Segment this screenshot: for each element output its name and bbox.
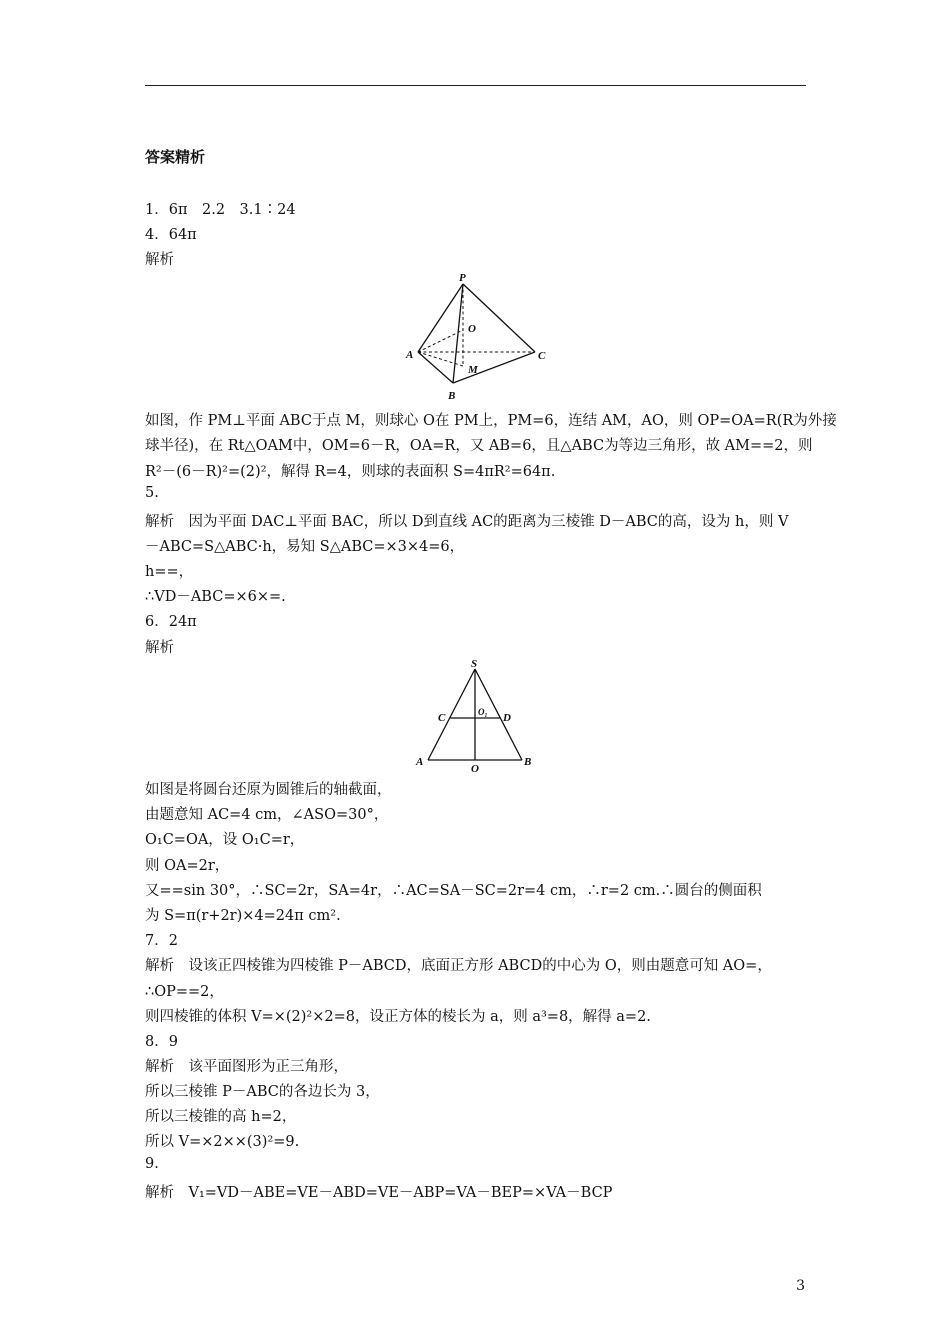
label-a: A <box>406 349 414 361</box>
text-line: 如图是将圆台还原为圆锥后的轴截面， <box>145 782 392 798</box>
text-line: 解析 <box>145 640 174 656</box>
text-line: ∴OP==2， <box>145 984 224 1000</box>
text-line: ∴VD－ABC=×6×=. <box>145 589 286 605</box>
pyramid-figure <box>400 270 555 404</box>
section-heading: 答案精析 <box>145 148 206 166</box>
label-o1: O₁ <box>478 707 488 717</box>
text-line: 所以三棱锥 P－ABC的各边长为 3， <box>145 1084 380 1100</box>
text-line: 为 S=π(r+2r)×4=24π cm². <box>145 908 341 924</box>
label-m: M <box>468 364 478 376</box>
label-d: D <box>503 712 511 724</box>
text-line: 由题意知 AC=4 cm，∠ASO=30°， <box>145 807 389 823</box>
label-c: C <box>438 712 446 724</box>
text-line: 6．24π <box>145 614 197 630</box>
text-line: 又==sin 30°，∴SC=2r，SA=4r，∴AC=SA－SC=2r=4 cm，∴r=2 cm.∴圆台的侧面积 <box>145 883 762 899</box>
text-line: 解析 V₁=VD－ABE=VE－ABD=VE－ABP=VA－BEP=×VA－BCP <box>145 1185 613 1201</box>
text-line: 7．2 <box>145 933 178 949</box>
text-line: 解析 <box>145 252 174 268</box>
header-rule <box>145 85 806 86</box>
text-line: 所以三棱锥的高 h=2， <box>145 1109 297 1125</box>
label-b: B <box>448 390 456 402</box>
text-line: 则四棱锥的体积 V=×(2)²×2=8，设正方体的棱长为 a，则 a³=8，解得 a=2. <box>145 1009 651 1025</box>
text-line: 解析 该平面图形为正三角形， <box>145 1059 348 1075</box>
text-line: 所以 V=×2××(3)²=9. <box>145 1134 300 1150</box>
text-line: 4．64π <box>145 227 197 243</box>
text-line: 如图，作 PM⊥平面 ABC于点 M，则球心 O在 PM上，PM=6，连结 AM，AO，则 OP=OA=R(R为外接 <box>145 413 837 429</box>
text-line: 5. <box>145 485 159 501</box>
text-line: 球半径)，在 Rt△OAM中，OM=6－R，OA=R，又 AB=6，且△ABC为等边三角形，故 AM==2，则 <box>145 438 813 454</box>
text-line: 解析 因为平面 DAC⊥平面 BAC，所以 D到直线 AC的距离为三棱锥 D－ABC的高，设为 h，则 V <box>145 514 789 530</box>
label-o: O <box>468 323 476 335</box>
text-line: －ABC=S△ABC·h，易知 S△ABC=×3×4=6， <box>145 539 465 555</box>
label-s: S <box>471 658 478 670</box>
text-line: R²－(6－R)²=(2)²，解得 R=4，则球的表面积 S=4πR²=64π. <box>145 464 556 480</box>
text-line: 1．6π 2.2 3.1∶24 <box>145 202 296 218</box>
label-b: B <box>524 756 532 768</box>
label-o: O <box>471 763 479 775</box>
page-number: 3 <box>796 1278 805 1294</box>
label-c: C <box>538 350 546 362</box>
text-line: O₁C=OA，设 O₁C=r， <box>145 832 305 848</box>
label-a: A <box>416 756 424 768</box>
text-line: 8．9 <box>145 1034 178 1050</box>
text-line: h==， <box>145 564 194 580</box>
text-line: 解析 设该正四棱锥为四棱锥 P－ABCD，底面正方形 ABCD的中心为 O，则由题意可知 AO=， <box>145 958 772 974</box>
cone-section-figure <box>410 657 540 775</box>
text-line: 9. <box>145 1156 159 1172</box>
text-line: 则 OA=2r， <box>145 858 230 874</box>
label-p: P <box>459 272 466 284</box>
